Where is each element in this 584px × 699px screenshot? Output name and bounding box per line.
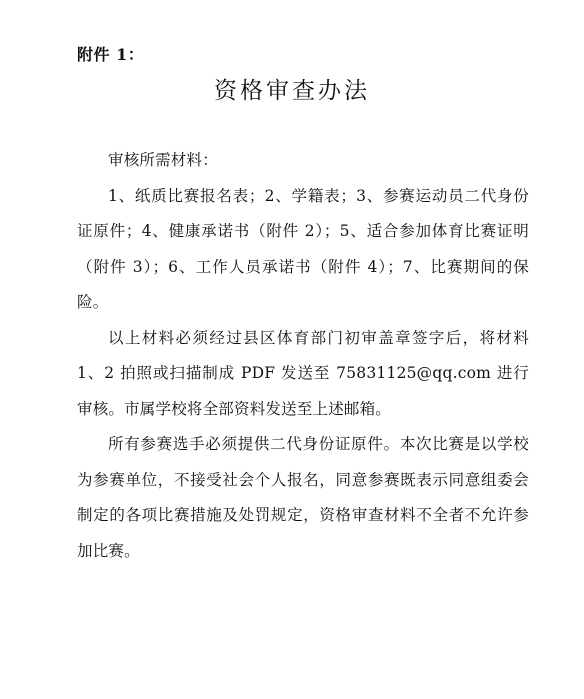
eligibility-paragraph: 所有参赛选手必须提供二代身份证原件。本次比赛是以学校为参赛单位，不接受社会个人报名，同意参赛既表示同意组委会制定的各项比赛措施及处罚规定，资格审查材料不全者不允许参加比赛。: [77, 435, 529, 560]
document-body: [77, 143, 529, 569]
attachment-label: 附件 1：: [77, 45, 145, 64]
document-title: 资格审查办法: [214, 78, 370, 104]
materials-list-paragraph: 1、纸质比赛报名表；2、学籍表；3、参赛运动员二代身份证原件；4、健康承诺书（附件 2）；5、适合参加体育比赛证明（附件 3）；6、工作人员承诺书（附件 4）；7、比赛期间的保险。: [77, 186, 529, 311]
submission-paragraph: 以上材料必须经过县区体育部门初审盖章签字后，将材料 1、2 拍照或扫描制成 PDF 发送至 75831125@qq.com 进行审核。市属学校将全部资料发送至上述邮箱。: [77, 328, 529, 418]
section-heading: 审核所需材料：: [108, 151, 218, 169]
